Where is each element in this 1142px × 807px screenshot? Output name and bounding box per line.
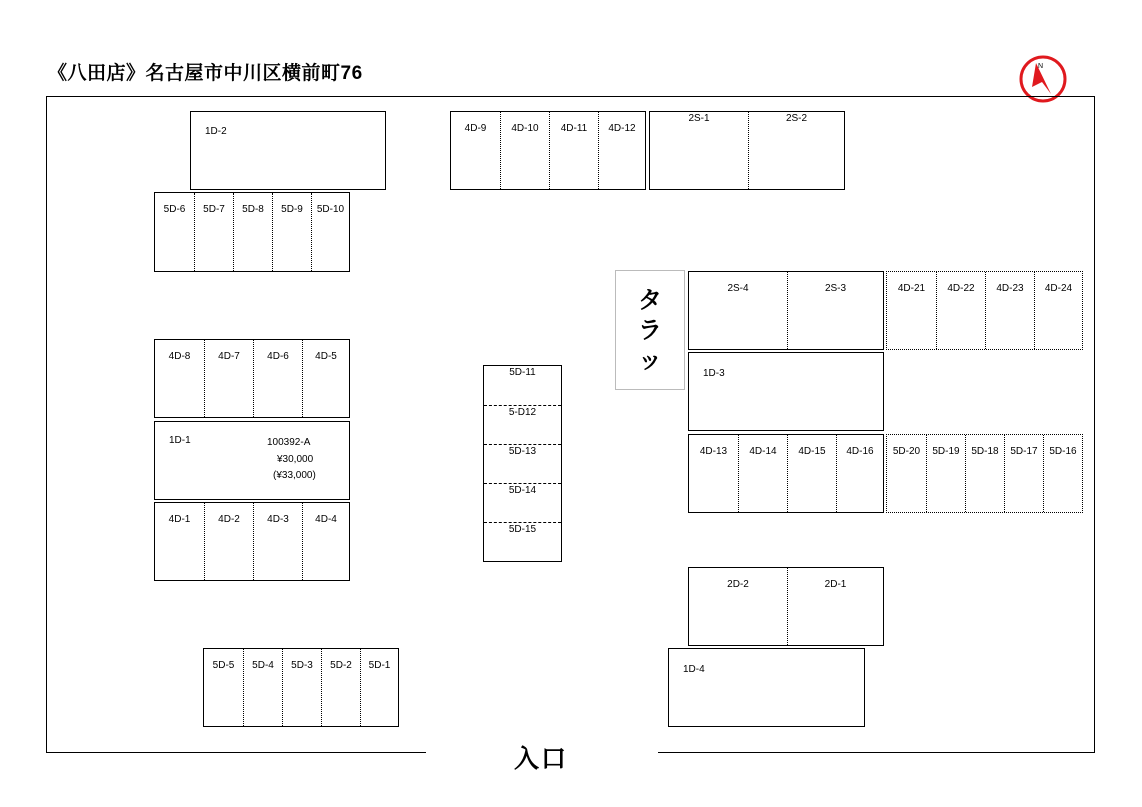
parking-space[interactable]: 5D-15	[484, 522, 561, 561]
page-title: 《八田店》名古屋市中川区横前町76	[48, 63, 363, 84]
parking-space[interactable]: 4D-15	[787, 435, 836, 512]
parking-space[interactable]: 5D-1	[360, 649, 398, 726]
space-label: 1D-4	[683, 664, 705, 675]
entrance-label: 入口	[514, 745, 569, 773]
parking-space[interactable]: 2S-3	[787, 272, 883, 349]
parking-space[interactable]: 4D-23	[985, 272, 1034, 349]
parking-row-2s4-3	[688, 271, 884, 350]
parking-space[interactable]: 4D-13	[699, 446, 728, 457]
space-1d-2[interactable]	[190, 111, 386, 190]
space-label: 1D-2	[205, 126, 227, 137]
parking-row-2s1-2	[649, 111, 845, 190]
parking-space[interactable]: 4D-11	[549, 112, 598, 189]
space-label: 1D-3	[703, 368, 725, 379]
parking-space[interactable]: 2D-1	[787, 568, 883, 645]
parking-space[interactable]: 5D-14	[484, 483, 561, 522]
parking-space[interactable]: 4D-3	[253, 503, 302, 580]
parking-row-2d2-1	[688, 567, 884, 646]
contract-code: 100392-A	[267, 437, 311, 448]
parking-space[interactable]: 4D-6	[253, 340, 302, 417]
parking-row-4d9-12	[450, 111, 646, 190]
parking-space[interactable]: 5D-3	[282, 649, 321, 726]
parking-space[interactable]: 4D-21	[897, 283, 926, 294]
parking-space[interactable]: 5D-4	[243, 649, 282, 726]
svg-text:N: N	[1038, 63, 1044, 70]
parking-space[interactable]: 5D-7	[194, 193, 233, 271]
parking-space[interactable]: 4D-8	[168, 351, 191, 362]
tarappu-char: ラ	[638, 317, 662, 344]
parking-space[interactable]: 2S-4	[727, 283, 749, 294]
parking-space[interactable]: 2D-2	[727, 579, 749, 590]
parking-space[interactable]: 5D-20	[892, 446, 921, 457]
parking-space[interactable]: 4D-5	[302, 340, 349, 417]
parking-space[interactable]: 5D-13	[484, 444, 561, 483]
parking-space[interactable]: 2S-2	[748, 112, 844, 189]
parking-space[interactable]: 4D-16	[836, 435, 883, 512]
parking-space[interactable]: 5D-2	[321, 649, 360, 726]
parking-row-5d5-1	[203, 648, 399, 727]
parking-space[interactable]: 4D-7	[204, 340, 253, 417]
monthly-price: ¥30,000	[277, 454, 314, 465]
parking-space[interactable]: 5D-16	[1043, 435, 1082, 512]
parking-row-4d1-4	[154, 502, 350, 581]
parking-space[interactable]: 4D-10	[500, 112, 549, 189]
parking-space[interactable]: 4D-1	[168, 514, 191, 525]
parking-space[interactable]: 5-D12	[484, 405, 561, 444]
parking-row-5d20-16	[886, 434, 1083, 513]
parking-row-4d21-24	[886, 271, 1083, 350]
parking-row-5d6-10	[154, 192, 350, 272]
parking-space[interactable]: 5D-18	[965, 435, 1004, 512]
parking-space[interactable]: 5D-17	[1004, 435, 1043, 512]
space-label: 1D-1	[169, 435, 191, 446]
space-1d-3[interactable]	[688, 352, 884, 431]
parking-space[interactable]: 5D-5	[212, 660, 235, 671]
parking-space[interactable]: 4D-2	[204, 503, 253, 580]
monthly-price-with-tax: (¥33,000)	[273, 470, 316, 481]
parking-space[interactable]: 4D-12	[598, 112, 645, 189]
parking-row-4d8-5	[154, 339, 350, 418]
parking-space[interactable]: 5D-6	[163, 204, 186, 215]
parking-space[interactable]: 4D-14	[738, 435, 787, 512]
space-1d-4[interactable]	[668, 648, 865, 727]
parking-space[interactable]: 5D-8	[233, 193, 272, 271]
parking-space[interactable]: 4D-9	[464, 123, 487, 134]
parking-space[interactable]: 4D-22	[936, 272, 985, 349]
parking-space[interactable]: 5D-10	[311, 193, 349, 271]
parking-space[interactable]: 5D-11	[509, 367, 536, 378]
parking-column-5d11-15	[483, 365, 562, 562]
tarappu-char: タ	[638, 287, 662, 314]
parking-space[interactable]: 4D-4	[302, 503, 349, 580]
parking-row-4d13-16	[688, 434, 884, 513]
tarappu-char: ッ	[638, 347, 662, 374]
tarappu-box	[615, 270, 685, 390]
parking-space[interactable]: 5D-19	[926, 435, 965, 512]
space-1d-1[interactable]	[154, 421, 350, 500]
parking-space[interactable]: 4D-24	[1034, 272, 1082, 349]
parking-space[interactable]: 2S-1	[688, 113, 710, 124]
parking-space[interactable]: 5D-9	[272, 193, 311, 271]
